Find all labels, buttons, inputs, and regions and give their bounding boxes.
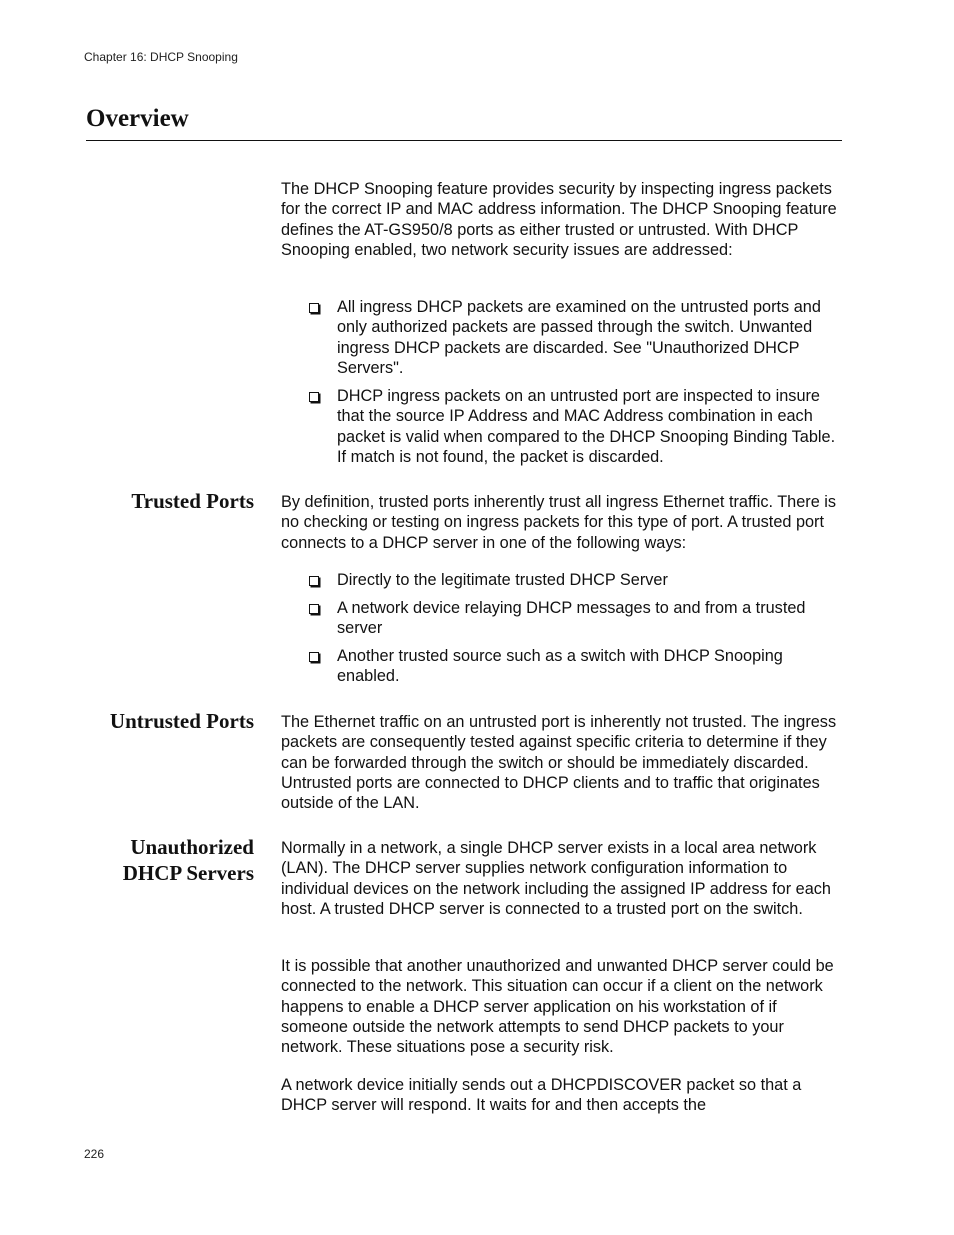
overview-bullet-1: All ingress DHCP packets are examined on the untrusted ports and only authorized packets are passed through the switch. Unwanted ingress DHCP packets are discarded. See "Unauthorized DHCP Servers". [337,298,821,377]
unauthorized-paragraph-3: A network device initially sends out a DHCPDISCOVER packet so that a DHCP server will respond. It waits for and then accepts the [281,1076,802,1115]
overview-bullet-2: DHCP ingress packets on an untrusted port are inspected to insure that the source IP Address and MAC Address combination in each packet is valid when compared to the DHCP Snooping Binding Table. If match is not found, the packet is discarded. [337,387,836,466]
unauthorized-paragraph-2: It is possible that another unauthorized and unwanted DHCP server could be connected to the network. This situation can occur if a client on the network happens to enable a DHCP server application on his workstation of if someone outside the network attempts to send DHCP packets to your network. These situations pose a security risk. [281,957,834,1057]
bullet-box-icon [309,303,319,313]
bullet-box-icon [309,652,319,662]
section-title-overview: Overview [86,105,189,132]
bullet-box-icon [309,604,319,614]
page-number: 226 [84,1147,105,1161]
heading-unauthorized-dhcp-servers [34,834,254,886]
trusted-bullet-1: Directly to the legitimate trusted DHCP Server [337,571,668,589]
running-head: Chapter 16: DHCP Snooping [84,50,238,64]
heading-untrusted-ports: Untrusted Ports [109,709,254,733]
trusted-bullet-2: A network device relaying DHCP messages to and from a trusted server [337,599,806,638]
overview-intro: The DHCP Snooping feature provides security by inspecting ingress packets for the correct IP and MAC address information. The DHCP Snooping feature defines the AT-GS950/8 ports as either trusted or untrusted. With DHCP Snooping enabled, two network security issues are addressed: [281,180,837,259]
title-rule [86,140,842,141]
heading-line-1: Unauthorized [130,835,254,859]
heading-line-2: DHCP Servers [122,861,254,885]
unauthorized-paragraph-1: Normally in a network, a single DHCP server exists in a local area network (LAN). The DHCP server supplies network configuration information to individual devices on the network including the assigned IP address for each host. A trusted DHCP server is connected to a trusted port on the switch. [281,839,831,918]
trusted-body: By definition, trusted ports inherently trust all ingress Ethernet traffic. There is no checking or testing on ingress packets for this type of port. A trusted port connects to a DHCP server in one of the following ways: [281,493,837,552]
bullet-box-icon [309,576,319,586]
heading-trusted-ports: Trusted Ports [131,489,254,513]
trusted-bullet-3: Another trusted source such as a switch with DHCP Snooping enabled. [337,647,783,686]
bullet-box-icon [309,392,319,402]
untrusted-body: The Ethernet traffic on an untrusted port is inherently not trusted. The ingress packets are consequently tested against specific criteria to determine if they can be forwarded through the switch or should be immediately discarded. Untrusted ports are connected to DHCP clients and to traffic that originates outside of the LAN. [281,713,837,813]
